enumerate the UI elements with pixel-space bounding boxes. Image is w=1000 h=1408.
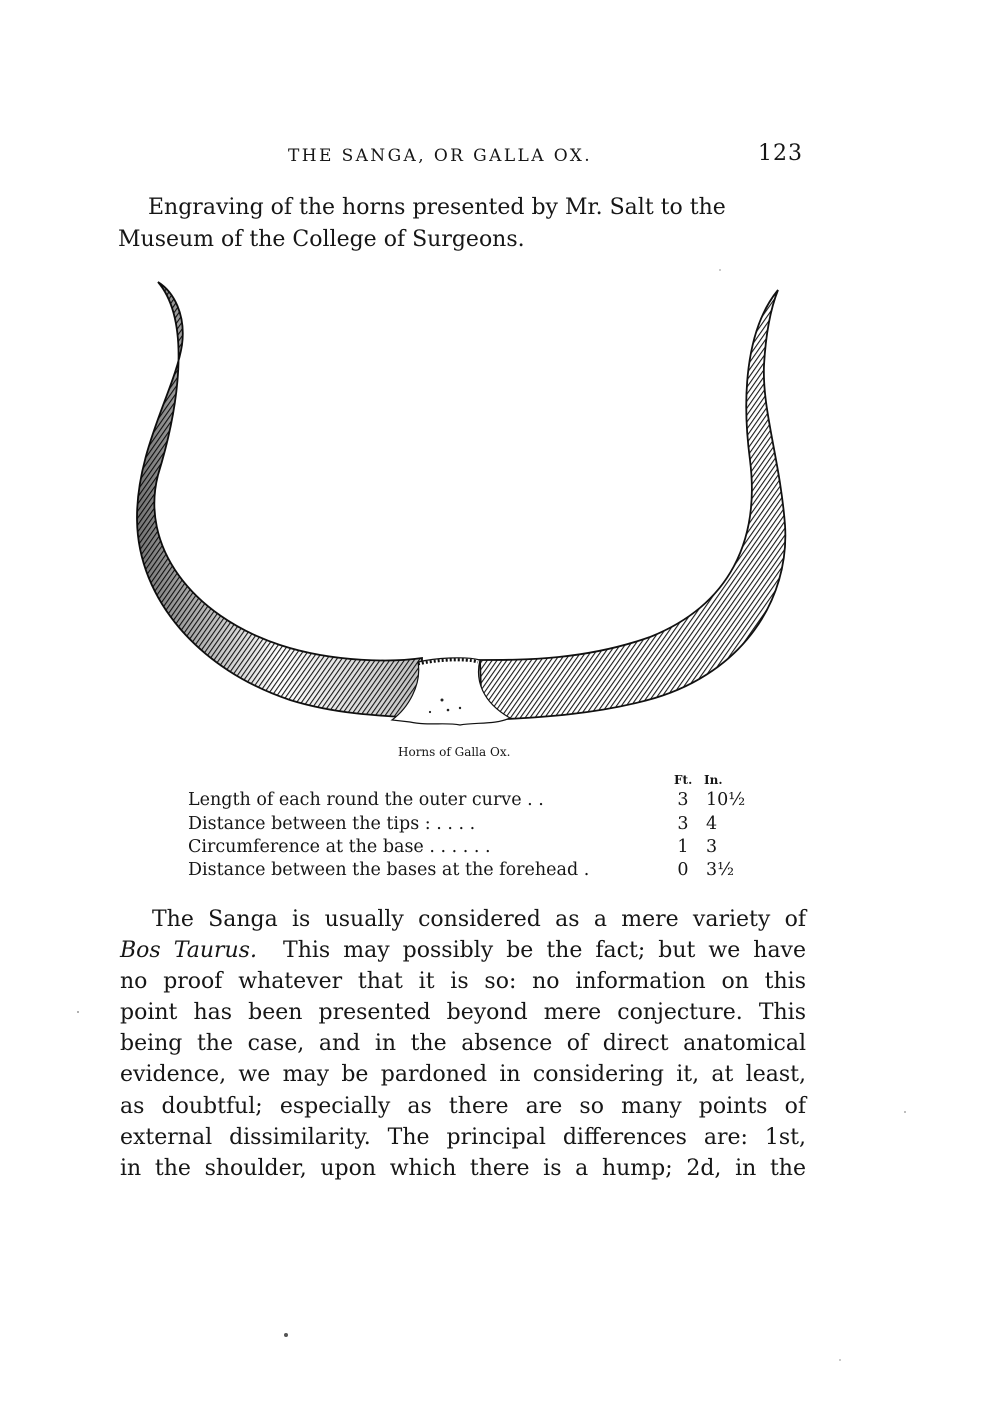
- horns-engraving: [130, 270, 800, 735]
- measurement-feet: 3: [677, 790, 689, 810]
- running-title: THE SANGA, OR GALLA OX.: [288, 146, 593, 166]
- body-paragraph: [120, 904, 806, 1184]
- body-line: as doubtful; especially as there are so many points of: [120, 1093, 806, 1119]
- body-line: [120, 935, 806, 966]
- intro-line: Museum of the College of Surgeons.: [118, 227, 525, 252]
- measurement-inches: 3½: [706, 860, 735, 880]
- body-line: evidence, we may be pardoned in considering it, at least,: [120, 1062, 806, 1088]
- body-line-rest: This may possibly be the fact; but we have: [283, 938, 807, 964]
- body-line: point has been presented beyond mere conjecture. This: [120, 1000, 806, 1026]
- body-line: in the shoulder, upon which there is a hump; 2d, in the: [120, 1155, 806, 1181]
- measurement-feet: 3: [677, 814, 689, 834]
- body-line: external dissimilarity. The principal differences are: 1st,: [120, 1124, 806, 1150]
- species-name-italic: Bos Taurus.: [120, 938, 257, 964]
- measurement-row: [188, 814, 748, 837]
- body-line: The Sanga is usually considered as a mere variety of: [152, 907, 806, 932]
- page-number: 123: [758, 141, 803, 166]
- measurement-inches: 4: [706, 814, 718, 834]
- body-line: being the case, and in the absence of direct anatomical: [120, 1031, 806, 1057]
- measurement-unit-headers: [674, 773, 744, 787]
- measurement-feet: 1: [677, 837, 689, 857]
- intro-paragraph: [118, 192, 808, 256]
- inches-header: In.: [704, 773, 723, 787]
- feet-header: Ft.: [674, 773, 693, 787]
- measurement-row: [188, 790, 748, 813]
- measurement-row: [188, 860, 748, 883]
- intro-line: Engraving of the horns presented by Mr. Salt to the: [148, 195, 726, 220]
- right-horn: [480, 290, 785, 720]
- measurement-feet: 0: [677, 860, 689, 880]
- measurement-inches: 3: [706, 837, 718, 857]
- measurement-label: Circumference at the base . . . . . .: [188, 837, 491, 857]
- measurement-inches: 10½: [706, 790, 746, 810]
- measurement-label: Length of each round the outer curve . .: [188, 790, 544, 810]
- measurement-row: [188, 837, 748, 860]
- body-line: no proof whatever that it is so: no information on this: [120, 969, 806, 995]
- measurement-label: Distance between the bases at the forehead .: [188, 860, 590, 880]
- measurement-label: Distance between the tips : . . . .: [188, 814, 476, 834]
- figure-caption: Horns of Galla Ox.: [398, 745, 511, 759]
